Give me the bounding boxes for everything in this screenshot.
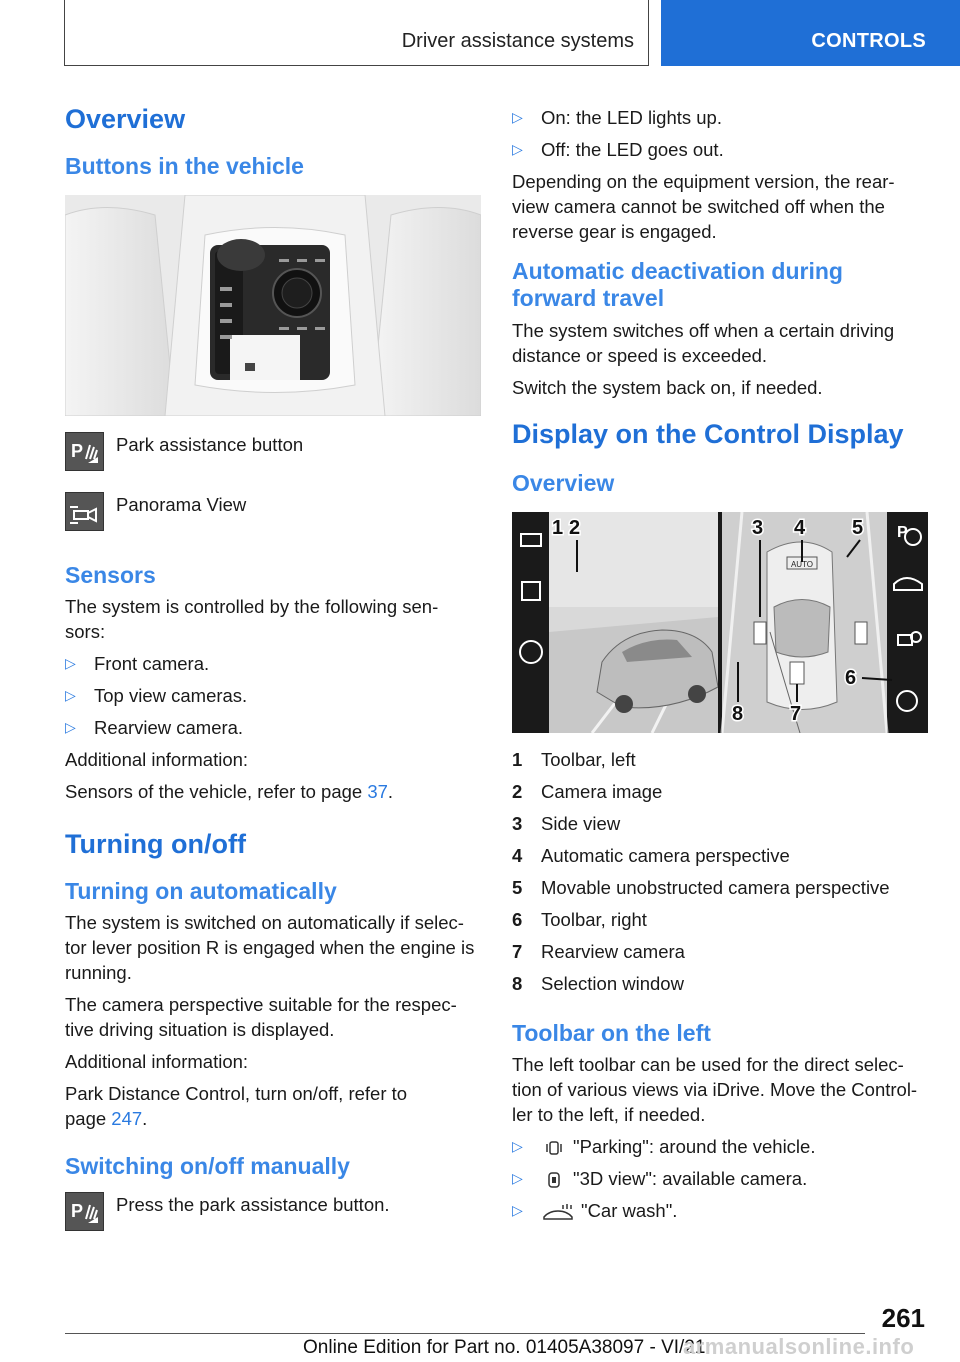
- header-section-box: [64, 0, 649, 66]
- legend-row-6: 6 Toolbar, right: [512, 908, 647, 930]
- sensors-ref: Sensors of the vehicle, refer to page 37.: [65, 780, 394, 802]
- watermark-text: armanualsonline.info: [683, 1334, 915, 1359]
- legend-row-2: 2 Camera image: [512, 780, 663, 802]
- auto-on-text-2: The camera perspective suitable for the respec-tive driving situation is displayed.: [65, 993, 457, 1040]
- list-item: ▷ Front camera.: [65, 652, 210, 674]
- svg-text:P: P: [897, 523, 908, 541]
- manual-heading: Switching on/off manually: [65, 1152, 350, 1179]
- figure-callout-1: 1: [552, 516, 564, 539]
- bullet-triangle-icon: ▷: [512, 1137, 523, 1154]
- auto-on-text-1: The system is switched on automatically if selec-tor lever position R is engaged when the engine is running.: [65, 911, 475, 983]
- led-state-list: [512, 105, 928, 162]
- auto-deact-text-1: The system switches off when a certain driving distance or speed is exceeded.: [512, 320, 895, 366]
- bullet-triangle-icon: ▷: [65, 686, 76, 703]
- list-item: ▷ "Car wash".: [512, 1199, 678, 1221]
- svg-text:P: P: [71, 440, 84, 461]
- list-item: ▷ On: the LED lights up.: [512, 107, 722, 128]
- chapter-title: CONTROLS: [811, 30, 926, 52]
- equipment-note: Depending on the equipment version, the rear-view camera cannot be switched off when the reverse gear is engaged.: [512, 171, 895, 242]
- list-item: ▷ "Parking": around the vehicle.: [512, 1135, 816, 1157]
- park-assist-label: Park assistance button: [116, 433, 304, 455]
- header-chapter-box: [661, 0, 960, 66]
- auto-label: AUTO: [790, 559, 814, 569]
- sensors-intro: The system is controlled by the following sen-sors:: [65, 595, 439, 642]
- figure-callout-8: 8: [732, 702, 744, 725]
- list-item: ▷ "3D view": available camera.: [512, 1167, 808, 1189]
- page-footer: [0, 1300, 960, 1362]
- legend-row-5: 5 Movable unobstructed camera perspective: [512, 876, 890, 898]
- bullet-triangle-icon: ▷: [512, 1169, 523, 1186]
- figure-callout-4: 4: [794, 516, 806, 539]
- panorama-view-item: [65, 492, 481, 532]
- section-title: Driver assistance systems: [401, 30, 634, 52]
- figure-legend: [512, 747, 928, 996]
- toolbar-left-heading: Toolbar on the left: [512, 1019, 711, 1046]
- legend-row-8: 8 Selection window: [512, 972, 684, 994]
- pdc-ref: Park Distance Control, turn on/off, refer to page 247.: [65, 1082, 408, 1129]
- bullet-triangle-icon: ▷: [512, 1201, 523, 1218]
- park-assist-icon: [65, 1192, 104, 1231]
- bullet-triangle-icon: ▷: [65, 718, 76, 735]
- buttons-heading: Buttons in the vehicle: [65, 153, 304, 180]
- parking-view-icon: [541, 1138, 567, 1158]
- park-assist-icon: [65, 432, 104, 471]
- page-header: [0, 0, 960, 66]
- edition-text: Online Edition for Part no. 01405A38097 - VI/21: [303, 1337, 706, 1358]
- display-overview-heading: Overview: [512, 470, 615, 497]
- auto-deact-text-2: Switch the system back on, if needed.: [512, 377, 823, 398]
- panorama-view-icon: [65, 492, 104, 531]
- figure-callout-3: 3: [752, 516, 764, 539]
- display-heading: Display on the Control Display: [512, 419, 904, 449]
- legend-row-4: 4 Automatic camera perspective: [512, 844, 790, 866]
- figure-callout-6: 6: [845, 666, 857, 689]
- additional-info-label: Additional information:: [65, 748, 249, 770]
- panorama-view-label: Panorama View: [116, 493, 247, 515]
- manual-label: Press the park assistance button.: [116, 1194, 390, 1216]
- auto-on-heading: Turning on automatically: [65, 877, 337, 904]
- sensors-list: [65, 651, 481, 740]
- toolbar-left-text: The left toolbar can be used for the direct selec-tion of various views via iDrive. Move the Control-ler to the left, if needed.: [512, 1053, 918, 1125]
- park-assist-item: [65, 432, 481, 472]
- center-console-illustration: [65, 195, 481, 416]
- control-display-illustration: [512, 512, 928, 733]
- page-number: 261: [881, 1303, 925, 1333]
- legend-row-3: 3 Side view: [512, 812, 621, 834]
- turning-heading: Turning on/off: [65, 828, 246, 859]
- list-item: ▷ Rearview camera.: [65, 716, 244, 738]
- svg-text:P: P: [71, 1201, 84, 1222]
- manual-item: [65, 1192, 481, 1232]
- figure-callout-5: 5: [852, 516, 864, 539]
- overview-heading: Overview: [65, 104, 186, 134]
- bullet-triangle-icon: ▷: [512, 109, 523, 125]
- legend-row-7: 7 Rearview camera: [512, 940, 685, 962]
- bullet-triangle-icon: ▷: [512, 141, 523, 157]
- additional-info-label-2: Additional information:: [65, 1050, 249, 1072]
- list-item: ▷ Off: the LED goes out.: [512, 139, 724, 160]
- console-figure: [65, 195, 481, 416]
- toolbar-items-list: [512, 1134, 928, 1223]
- bullet-triangle-icon: ▷: [65, 654, 76, 671]
- right-column: [512, 100, 928, 1230]
- button-legend: [65, 432, 481, 532]
- control-display-figure: [512, 512, 928, 733]
- left-column: [65, 100, 481, 1232]
- auto-deact-heading: Automatic deactivation during forward travel: [512, 258, 843, 311]
- car-wash-icon: [541, 1202, 575, 1222]
- list-item: ▷ Top view cameras.: [65, 684, 248, 706]
- legend-row-1: 1 Toolbar, left: [512, 748, 636, 770]
- page-link-247[interactable]: 247: [111, 1107, 143, 1129]
- sensors-heading: Sensors: [65, 561, 156, 588]
- 3d-view-icon: [541, 1170, 567, 1190]
- figure-callout-7: 7: [790, 702, 802, 725]
- figure-callout-2: 2: [569, 516, 581, 539]
- page-link-37[interactable]: 37: [367, 780, 388, 802]
